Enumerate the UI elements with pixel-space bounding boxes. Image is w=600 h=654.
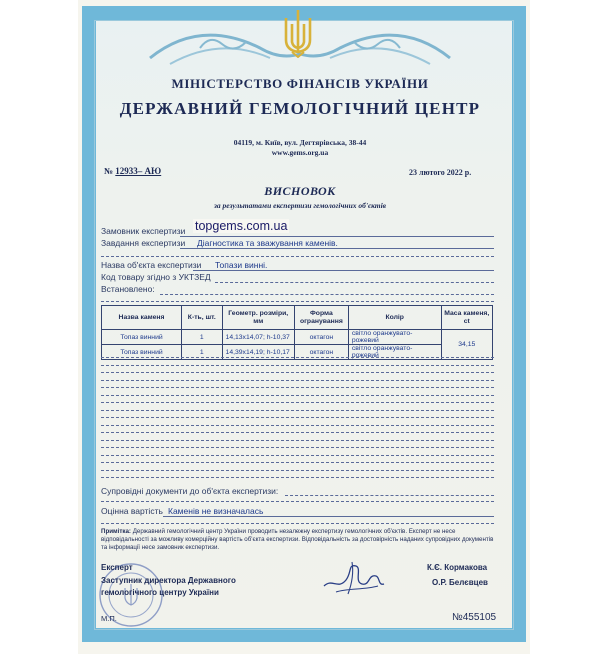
accompanying-line <box>285 495 494 496</box>
document-subtitle: за результатами експертизи гемологічних об'єктів <box>213 201 387 210</box>
dashed-line <box>101 387 494 388</box>
dashed-line <box>101 440 494 441</box>
deputy-name: О.Р. Белєвцев <box>432 578 488 587</box>
cell-color: світло оранжувато-рожевий <box>348 330 441 345</box>
table-row <box>102 330 493 345</box>
ministry-title: МІНІСТЕРСТВО ФІНАНСІВ УКРАЇНИ <box>171 76 429 91</box>
expert-name: К.Є. Кормакова <box>427 563 488 572</box>
dashed-line <box>101 410 494 411</box>
dashed-line <box>101 380 494 381</box>
dashed-line <box>101 523 494 524</box>
accompanying-label: Супровідні документи до об'єкта експертизи: <box>101 486 279 496</box>
client-line <box>180 236 494 237</box>
established-line <box>160 294 494 295</box>
table-header-row <box>102 306 493 330</box>
watermark-site: topgems.com.ua <box>195 219 288 233</box>
dashed-line <box>101 256 494 257</box>
handwritten-signature <box>318 556 390 596</box>
dashed-line <box>101 395 494 396</box>
cell-qty: 1 <box>182 330 223 345</box>
number-value: 12933– АЮ <box>115 166 162 176</box>
stones-table <box>101 305 493 360</box>
dashed-line <box>101 432 494 433</box>
task-value: Діагностика та зважування каменів. <box>197 238 338 248</box>
code-label: Код товару згідно з УКТЗЕД <box>101 272 211 282</box>
document-number <box>104 166 161 176</box>
task-line <box>180 248 494 249</box>
object-label: Назва об'єкта експертизи <box>101 260 202 270</box>
code-line <box>215 282 494 283</box>
disclaimer-note <box>101 528 494 552</box>
dashed-line <box>101 301 494 302</box>
address: 04119, м. Київ, вул. Дегтярівська, 38-44 <box>233 138 367 147</box>
document-date: 23 лютого 2022 р. <box>409 168 472 177</box>
col-header-name: Назва каменя <box>102 306 182 330</box>
cell-size: 14,13x14,07; h-10,37 <box>222 330 294 345</box>
dashed-line <box>101 455 494 456</box>
cell-color: світло оранжувато-рожевий <box>348 345 441 360</box>
dashed-line <box>101 357 494 358</box>
task-label: Завдання експертизи <box>101 238 186 248</box>
dashed-line <box>101 402 494 403</box>
cell-name: Топаз винний <box>102 345 182 360</box>
number-prefix: № <box>104 166 114 176</box>
object-value: Топази винні. <box>215 260 268 270</box>
note-text: Державний гемологічний центр України проводить незалежну експертизу гемологічних об'єктів. Експерт не несе відповідальності за можливу комерційну вартість об'єкта експертизи. Відповідальність за достовірність наданих супровідних документів та інформації несе замовник експертизи. <box>101 528 494 551</box>
cell-size: 14,39x14,19; h-10,17 <box>222 345 294 360</box>
col-header-cut: Форма огранування <box>294 306 348 330</box>
client-label: Замовник експертизи <box>101 226 186 236</box>
expert-label: Експерт <box>101 563 133 572</box>
col-header-qty: К-ть, шт. <box>182 306 223 330</box>
dashed-line <box>101 425 494 426</box>
dashed-line <box>101 447 494 448</box>
col-header-color: Колір <box>348 306 441 330</box>
value-line <box>163 516 494 517</box>
document-title: ВИСНОВОК <box>264 184 336 198</box>
dashed-line <box>101 470 494 471</box>
col-header-size: Геометр. розміри, мм <box>222 306 294 330</box>
established-label: Встановлено: <box>101 284 155 294</box>
cell-name: Топаз винний <box>102 330 182 345</box>
note-label: Примітка: <box>101 528 131 535</box>
col-header-mass: Маса каменя, ct <box>441 306 492 330</box>
object-line <box>193 270 494 271</box>
cell-cut: октагон <box>294 330 348 345</box>
serial-number: №455105 <box>452 612 497 623</box>
trident-emblem-icon <box>281 8 315 58</box>
center-title: ДЕРЖАВНИЙ ГЕМОЛОГІЧНИЙ ЦЕНТР <box>119 99 481 118</box>
dashed-line <box>101 477 494 478</box>
cell-qty: 1 <box>182 345 223 360</box>
cell-cut: октагон <box>294 345 348 360</box>
value-value: Каменів не визначалась <box>168 506 264 516</box>
dashed-line <box>101 417 494 418</box>
cell-total-mass: 34,15 <box>441 330 492 360</box>
mp-mark: М.П. <box>101 614 117 623</box>
dashed-line <box>101 372 494 373</box>
deputy-line2: гемологічного центру України <box>101 588 219 597</box>
value-label: Оцінна вартість <box>101 506 163 516</box>
website: www.gems.org.ua <box>271 148 329 157</box>
deputy-line1: Заступник директора Державного <box>101 576 236 585</box>
dashed-line <box>101 365 494 366</box>
dashed-line <box>101 462 494 463</box>
dashed-line <box>101 501 494 502</box>
